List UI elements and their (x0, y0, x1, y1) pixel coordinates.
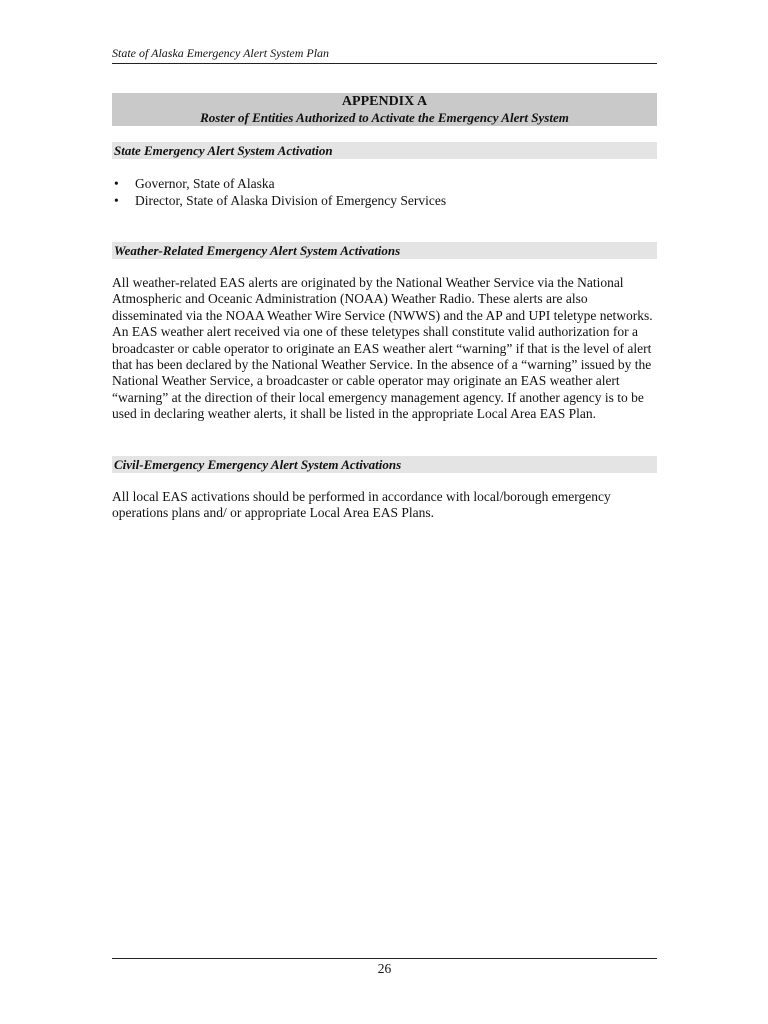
weather-activations-paragraph: All weather-related EAS alerts are originated by the National Weather Service via the National Atmospheric and Oceanic Administration (NOAA) Weather Radio. These alerts are also disseminated via the NOAA Weather Wire Service (NWWS) and the AP and UPI teletype networks. An EAS weather alert received via one of these teletypes shall constitute valid authorization for a broadcaster or cable operator to originate an EAS weather alert “warning” if that is the level of alert that has been declared by the National Weather Service. In the absence of a “warning” issued by the National Weather Service, a broadcaster or cable operator may originate an EAS weather alert “warning” at the direction of their local emergency management agency. If another agency is to be used in declaring weather alerts, it shall be listed in the appropriate Local Area EAS Plan. (112, 275, 653, 422)
appendix-title: APPENDIX A (341, 94, 428, 109)
authorized-entities-list (112, 175, 446, 209)
appendix-subtitle: Roster of Entities Authorized to Activate the Emergency Alert System (200, 110, 569, 125)
page-number: 26 (377, 961, 392, 976)
footer-rule (112, 958, 657, 959)
list-item-text: Director, State of Alaska Division of Emergency Services (135, 193, 447, 208)
list-item (112, 175, 446, 192)
bullet-icon: • (114, 176, 119, 191)
list-item-text: Governor, State of Alaska (135, 176, 275, 191)
bullet-icon: • (114, 193, 119, 208)
section-heading-civil-activations: Civil-Emergency Emergency Alert System Activations (112, 456, 657, 473)
running-header: State of Alaska Emergency Alert System Plan (112, 46, 330, 60)
section-heading-state-activation: State Emergency Alert System Activation (112, 142, 657, 159)
section-heading-weather-activations: Weather-Related Emergency Alert System Activations (112, 242, 657, 259)
header-rule (112, 63, 657, 64)
civil-activations-paragraph: All local EAS activations should be performed in accordance with local/borough emergency operations plans and/ or appropriate Local Area EAS Plans. (112, 489, 611, 521)
list-item (112, 192, 446, 209)
document-page (112, 0, 657, 1024)
appendix-title-box (112, 93, 657, 126)
